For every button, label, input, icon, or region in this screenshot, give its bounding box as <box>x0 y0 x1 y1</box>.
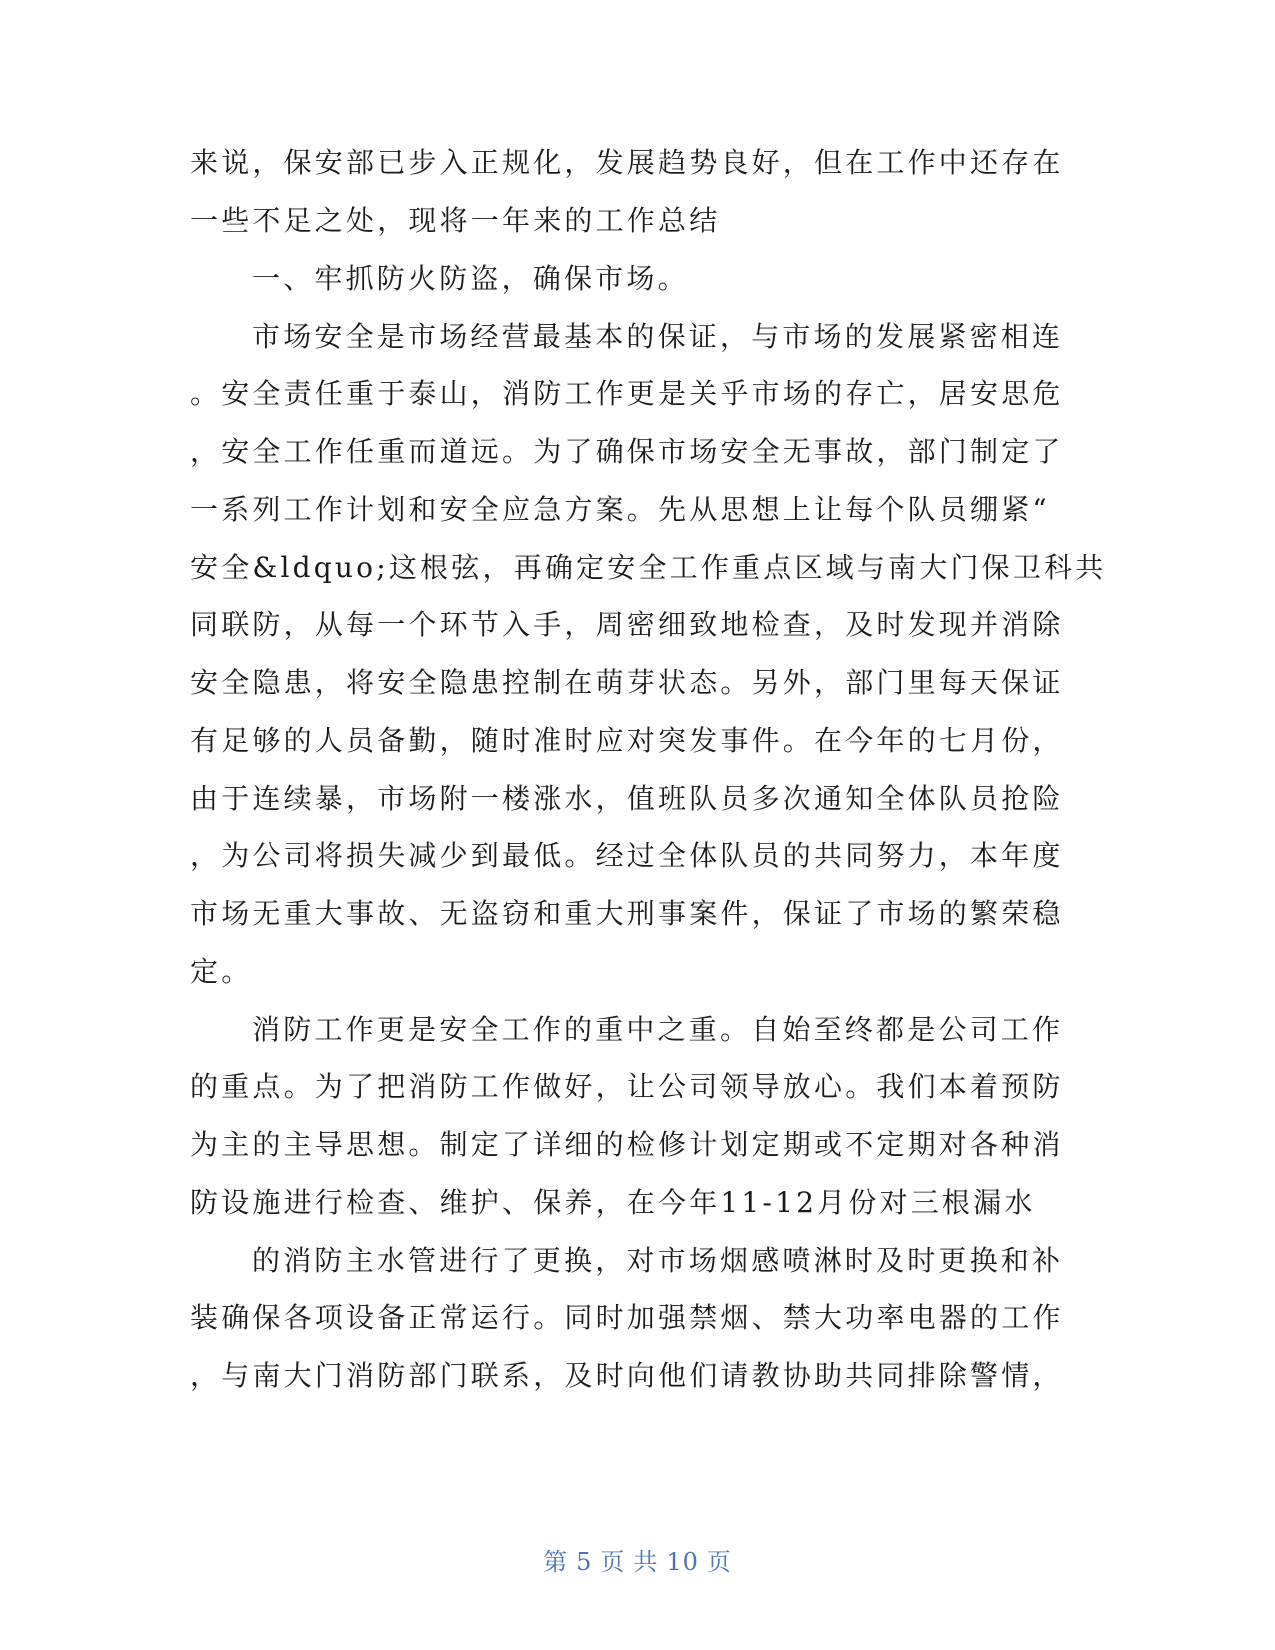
text-line: 一些不足之处，现将一年来的工作总结 <box>190 204 721 237</box>
page-unit: 页 <box>600 1548 626 1576</box>
total-unit: 页 <box>706 1548 732 1576</box>
text-line: 安全&ldquo;这根弦，再确定安全工作重点区域与南大门保卫科共 <box>190 551 1107 584</box>
text-line: 市场无重大事故、无盗窃和重大刑事案件，保证了市场的繁荣稳 <box>190 897 1064 930</box>
text-line: 来说，保安部已步入正规化，发展趋势良好，但在工作中还存在 <box>190 146 1064 179</box>
paragraph-start-line: 的消防主水管进行了更换，对市场烟感喷淋时及时更换和补 <box>252 1244 1064 1277</box>
text-line: 安全隐患，将安全隐患控制在萌芽状态。另外，部门里每天保证 <box>190 666 1064 699</box>
text-line: ，安全工作任重而道远。为了确保市场安全无事故，部门制定了 <box>190 435 1064 468</box>
text-line: ，与南大门消防部门联系，及时向他们请教协助共同排除警情， <box>190 1359 1064 1392</box>
section-heading: 一、牢抓防火防盗，确保市场。 <box>252 262 689 295</box>
page-prefix: 第 <box>543 1548 569 1576</box>
text-line: 同联防，从每一个环节入手，周密细致地检查，及时发现并消除 <box>190 608 1064 641</box>
total-pages-number: 10 <box>666 1548 699 1576</box>
paragraph-start-line: 消防工作更是安全工作的重中之重。自始至终都是公司工作 <box>252 1013 1064 1046</box>
text-line: 为主的主导思想。制定了详细的检修计划定期或不定期对各种消 <box>190 1128 1064 1161</box>
text-line: 防设施进行检查、维护、保养，在今年11-12月份对三根漏水 <box>190 1186 1036 1219</box>
current-page-number: 5 <box>576 1548 593 1576</box>
text-line: 。安全责任重于泰山，消防工作更是关乎市场的存亡，居安思危 <box>190 377 1064 410</box>
total-prefix: 共 <box>633 1548 659 1576</box>
text-line: ，为公司将损失减少到最低。经过全体队员的共同努力，本年度 <box>190 839 1064 872</box>
paragraph-start-line: 市场安全是市场经营最基本的保证，与市场的发展紧密相连 <box>252 320 1064 353</box>
text-line: 的重点。为了把消防工作做好，让公司领导放心。我们本着预防 <box>190 1070 1064 1103</box>
text-line: 装确保各项设备正常运行。同时加强禁烟、禁大功率电器的工作 <box>190 1301 1064 1334</box>
text-line: 由于连续暴，市场附一楼涨水，值班队员多次通知全体队员抢险 <box>190 782 1064 815</box>
text-line: 有足够的人员备勤，随时准时应对突发事件。在今年的七月份， <box>190 724 1064 757</box>
text-line: 定。 <box>190 955 253 988</box>
text-line: 一系列工作计划和安全应急方案。先从思想上让每个队员绷紧“ <box>190 493 1050 526</box>
page-footer <box>0 1542 1275 1577</box>
